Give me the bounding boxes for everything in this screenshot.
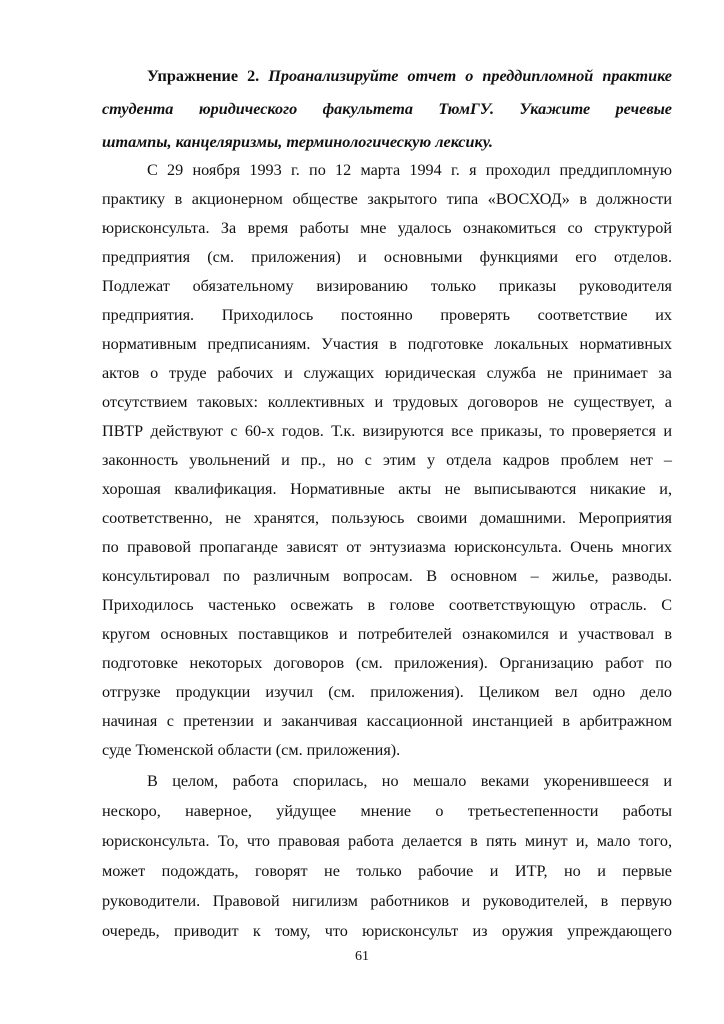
text-line: В целом, работа спорилась, но мешало веками укоренившееся и — [147, 772, 672, 790]
text-line: по правовой пропаганде зависят от энтузиазма юрисконсульта. Очень многих — [102, 538, 672, 556]
text-line: кругом основных поставщиков и потребителей ознакомился и участвовал в — [102, 625, 672, 643]
text-line: нормативным предписаниям. Участия в подготовке локальных нормативных — [102, 335, 672, 353]
page-number: 61 — [355, 949, 369, 964]
text-line: отгрузке продукции изучил (см. приложения). Целиком вел одно дело — [102, 683, 672, 701]
text-line: хорошая квалификация. Нормативные акты не выписываются никакие и, — [102, 480, 672, 498]
exercise-label: Упражнение 2. — [147, 67, 260, 85]
text-line: предприятия (см. приложения) и основными функциями его отделов. — [102, 248, 672, 266]
text-line: отсутствием таковых: коллективных и трудовых договоров не существует, а — [102, 393, 672, 411]
text-line: консультировал по различным вопросам. В основном – жилье, разводы. — [102, 567, 672, 585]
text-line: практику в акционерном обществе закрытого типа «ВОСХОД» в должности — [102, 190, 672, 208]
text-line: предприятия. Приходилось постоянно проверять соответствие их — [102, 306, 672, 324]
text-line: может подождать, говорят не только рабочие и ИТР, но и первые — [102, 862, 672, 880]
text-line: юрисконсульта. За время работы мне удалось ознакомиться со структурой — [102, 219, 672, 237]
text-line: очередь, приводит к тому, что юрисконсульт из оружия упреждающего — [102, 922, 672, 940]
exercise-task-text: Проанализируйте отчет о преддипломной практике — [259, 67, 672, 85]
text-line: суде Тюменской области (см. приложения). — [102, 741, 401, 759]
exercise-task-line: студента юридического факультета ТюмГУ. Укажите речевые — [102, 100, 672, 118]
text-line: юрисконсульта. То, что правовая работа делается в пять минут и, мало того, — [102, 832, 672, 850]
text-line: начиная с претензии и заканчивая кассационной инстанцией в арбитражном — [102, 712, 672, 730]
text-line: актов о труде рабочих и служащих юридическая служба не принимает за — [102, 364, 672, 382]
text-line: ПВТР действуют с 60-х годов. Т.к. визируются все приказы, то проверяется и — [102, 422, 672, 440]
text-line: Приходилось частенько освежать в голове соответствующую отрасль. С — [102, 596, 672, 614]
text-line: руководители. Правовой нигилизм работников и руководителей, в первую — [102, 892, 672, 910]
exercise-heading-line — [147, 66, 672, 86]
text-line: соответственно, не хранятся, пользуюсь своими домашними. Мероприятия — [102, 509, 672, 527]
text-line: подготовке некоторых договоров (см. приложения). Организацию работ по — [102, 654, 672, 672]
text-line: Подлежат обязательному визированию только приказы руководителя — [102, 277, 672, 295]
text-line: законность увольнений и пр., но с этим у отдела кадров проблем нет – — [102, 451, 672, 469]
text-line: нескоро, наверное, уйдущее мнение о третьестепенности работы — [102, 802, 672, 820]
text-line: С 29 ноября 1993 г. по 12 марта 1994 г. я проходил преддипломную — [147, 161, 672, 179]
exercise-task-line: штампы, канцеляризмы, терминологическую лексику. — [102, 133, 493, 151]
